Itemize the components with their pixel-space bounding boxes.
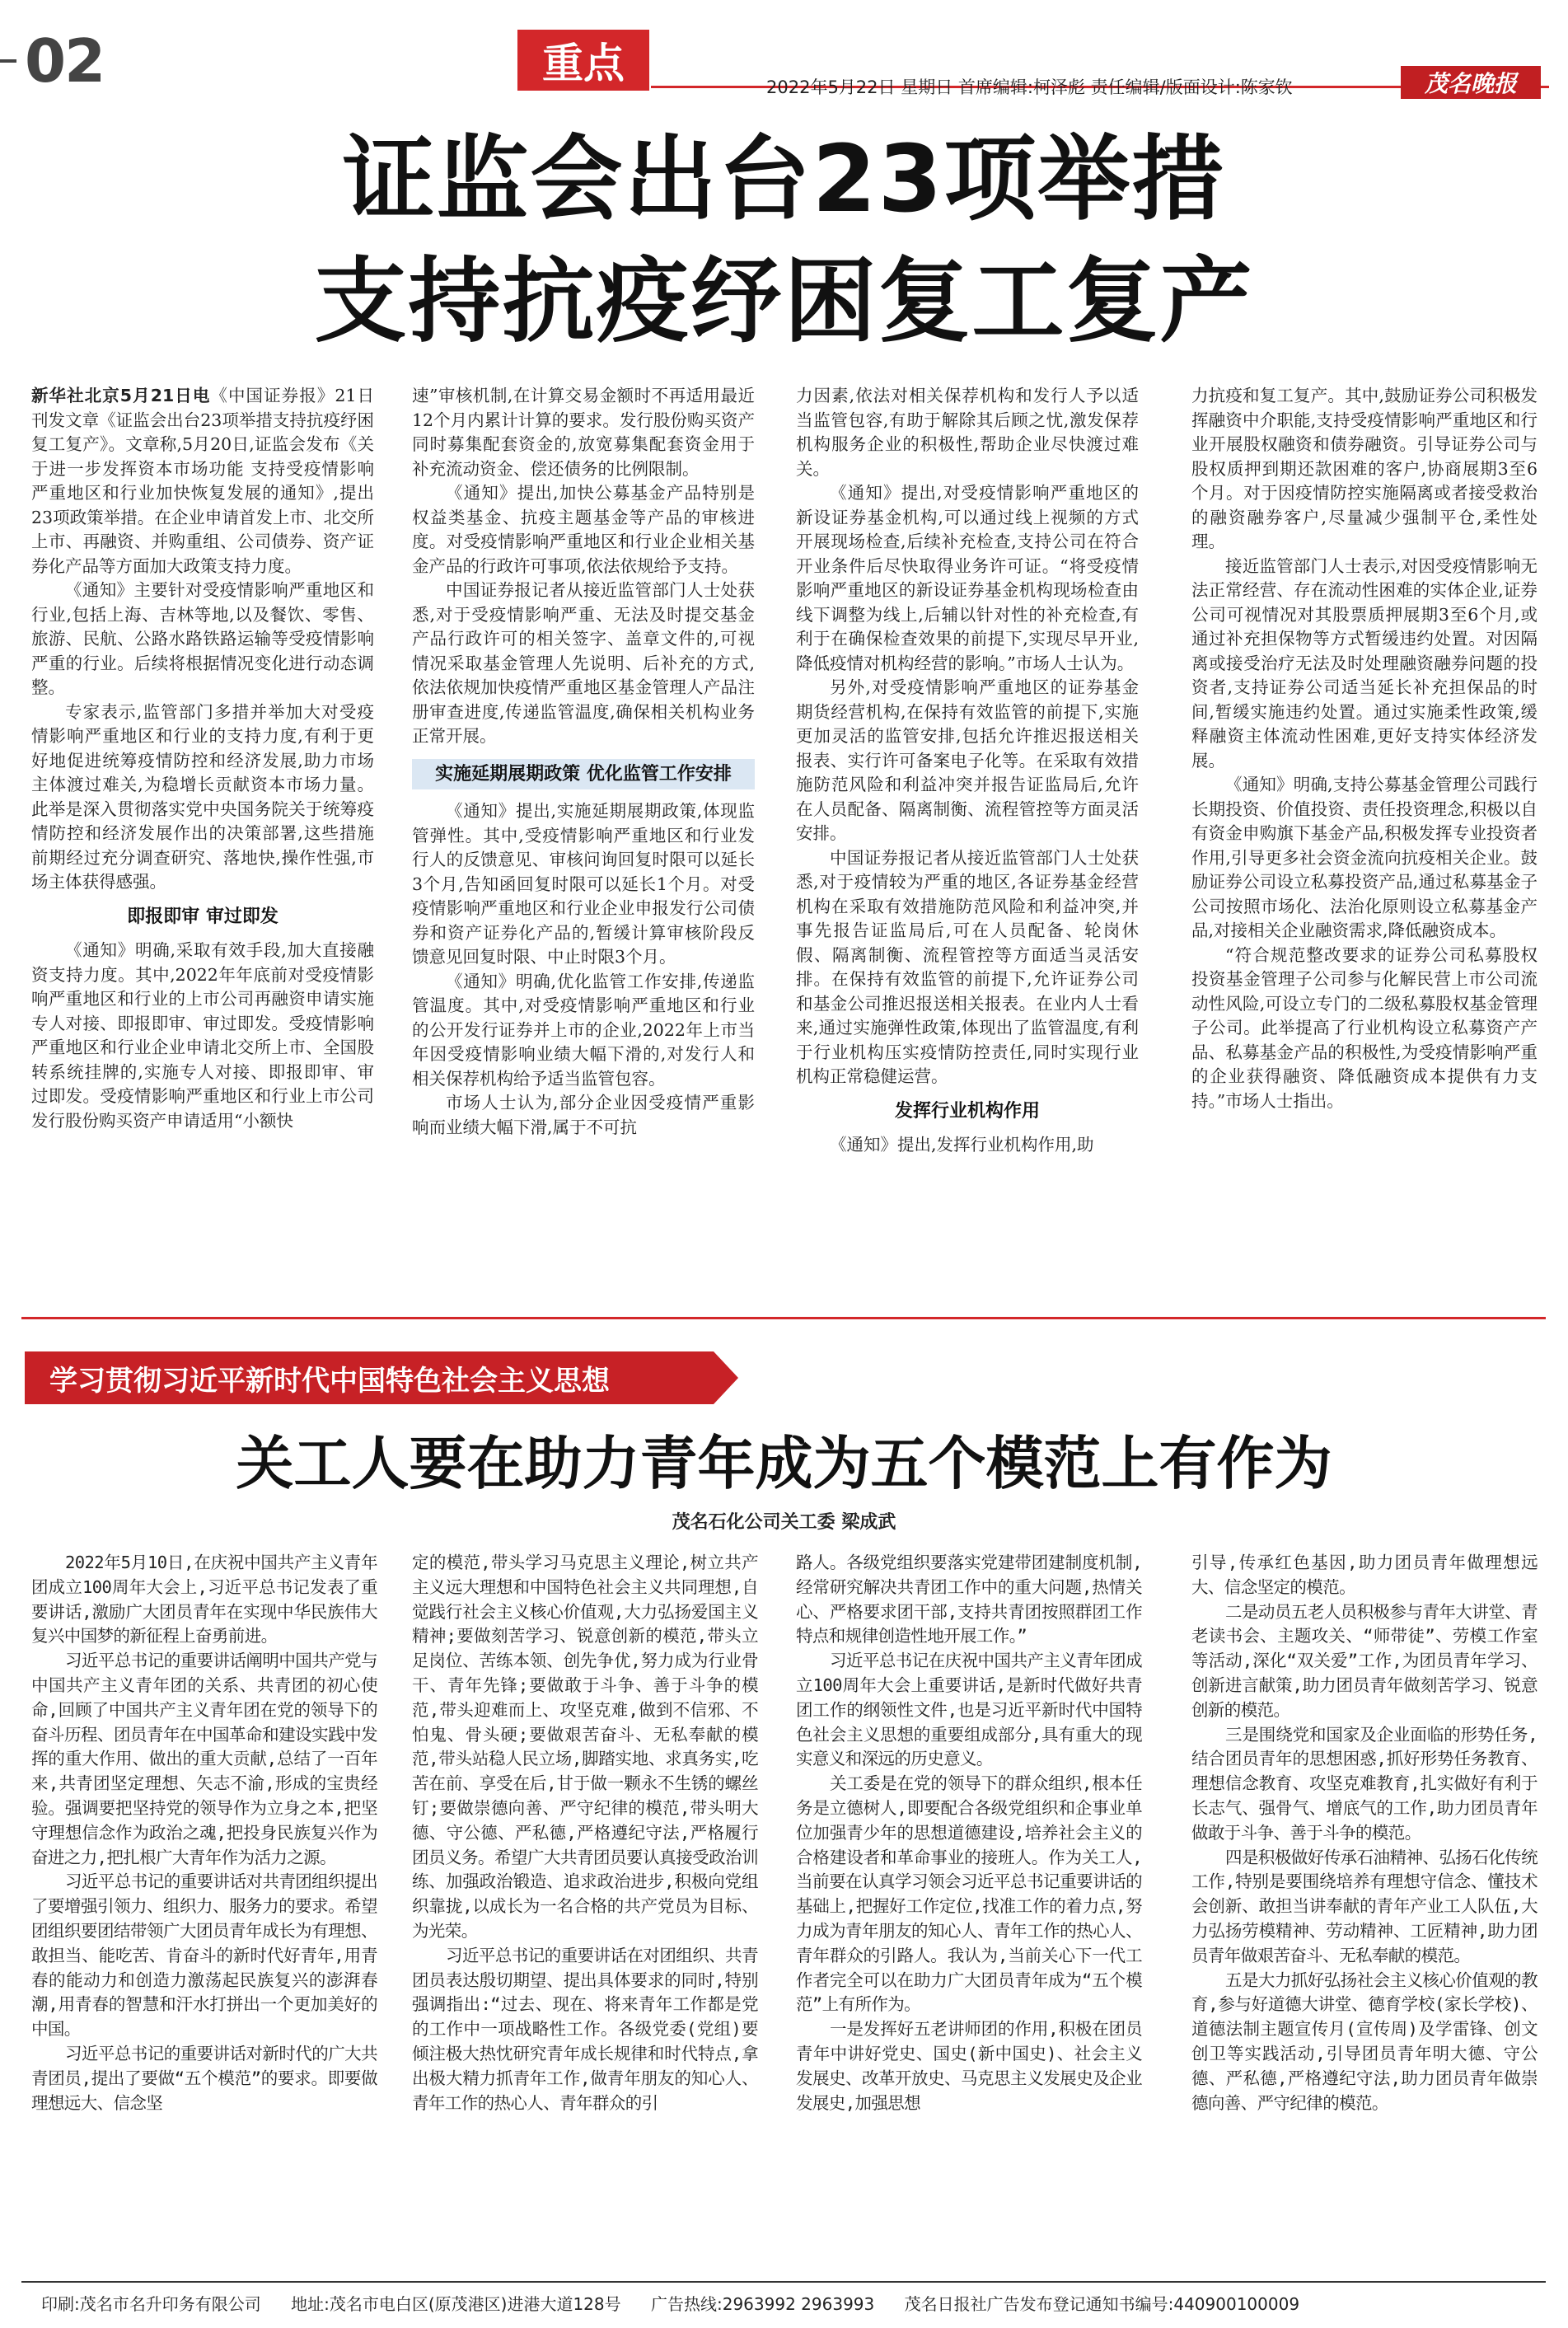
paragraph: 速”审核机制,在计算交易金额时不再适用最近12个月内累计计算的要求。发行股份购买资产同时募集配套资金的,放宽募集配套资金用于补充流动资金、偿还债务的比例限制。: [412, 386, 755, 479]
paragraph: 路人。各级党组织要落实党建带团建制度机制,经常研究解决共青团工作中的重大问题,热情关心、严格要求团干部,支持共青团按照群团工作特点和规律创造性地开展工作。”: [796, 1553, 1142, 1646]
paragraph: 四是积极做好传承石油精神、弘扬石化传统工作,特别是要围绕培养有理想守信念、懂技术会创新、敢担当讲奉献的青年产业工人队伍,大力弘扬劳模精神、劳动精神、工匠精神,助力团员青年做艰苦奋斗、无私奉献的模范。: [1191, 1847, 1538, 1965]
paragraph: 《通知》明确,支持公募基金管理公司践行长期投资、价值投资、责任投资理念,积极以自有资金申购旗下基金产品,积极发挥专业投资者作用,引导更多社会资金流向抗疫相关企业。鼓励证券公司设立私募投资产品,通过私募基金子公司按照市场化、法治化原则设立私募基金产品,对接相关企业融资需求,降低融资成本。: [1191, 775, 1538, 940]
subhead: 实施延期展期政策 优化监管工作安排: [412, 759, 755, 790]
paragraph: 力抗疫和复工复产。其中,鼓励证券公司积极发挥融资中介职能,支持受疫情影响严重地区和行业开展股权融资和债券融资。引导证券公司与股权质押到期还款困难的客户,协商展期3至6个月。对于因疫情防控实施隔离或者接受救治的融资融券客户,尽量减少强制平仓,柔性处理。: [1191, 386, 1538, 551]
article1-column-1: [31, 384, 374, 1133]
paragraph: 引导,传承红色基因,助力团员青年做理想远大、信念坚定的模范。: [1191, 1553, 1538, 1597]
page-number: 02: [25, 26, 105, 96]
paragraph: 习近平总书记的重要讲话在对团组织、共青团员表达殷切期望、提出具体要求的同时,特别强调指出:“过去、现在、将来青年工作都是党的工作中一项战略性工作。各级党委(党组)要倾注极大热忱研究青年成长规律和时代特点,拿出极大精力抓青年工作,做青年朋友的知心人、青年工作的热心人、青年群众的引: [412, 1945, 758, 2113]
paragraph: 关工委是在党的领导下的群众组织,根本任务是立德树人,即要配合各级党组织和企事业单位加强青少年的思想道德建设,培养社会主义的合格建设者和革命事业的接班人。作为关工人,当前要在认真学习领会习近平总书记重要讲话的基础上,把握好工作定位,找准工作的着力点,努力成为青年朋友的知心人、青年工作的热心人、青年群众的引路人。我认为,当前关心下一代工作者完全可以在助力广大团员青年成为“五个模范”上有所作为。: [796, 1773, 1142, 2015]
article1-column-4: [1191, 384, 1538, 1113]
article2-column-3: [796, 1551, 1142, 2115]
section-tag: 重点: [517, 30, 649, 91]
paragraph: 一是发挥好五老讲师团的作用,积极在团员青年中讲好党史、国史(新中国史)、社会主义发展史、改革开放史、马克思主义发展史及企业发展史,加强思想: [796, 2019, 1142, 2113]
paragraph: 2022年5月10日,在庆祝中国共产主义青年团成立100周年大会上,习近平总书记发表了重要讲话,激励广大团员青年在实现中华民族伟大复兴中国梦的新征程上奋勇前进。: [31, 1553, 377, 1646]
paragraph: 《通知》提出,发挥行业机构作用,助: [830, 1135, 1094, 1155]
paragraph: 习近平总书记的重要讲话阐明中国共产党与中国共产主义青年团的关系、共青团的初心使命,回顾了中国共产主义青年团在党的领导下的奋斗历程、团员青年在中国革命和建设实践中发挥的重大作用、做出的重大贡献,总结了一百年来,共青团坚定理想、矢志不渝,形成的宝贵经验。强调要把坚持党的领导作为立身之本,把坚守理想信念作为政治之魂,把投身民族复兴作为奋进之力,把扎根广大青年作为活力之源。: [31, 1651, 377, 1867]
footer-ad-hotline: 广告热线:2963992 2963993: [651, 2294, 875, 2314]
article2-column-4: [1191, 1551, 1538, 2115]
header-info: 2022年5月22日 星期日 首席编辑:柯泽彪 责任编辑/版面设计:陈家钦: [766, 77, 1293, 97]
newspaper-logo: 茂名晚报: [1401, 66, 1541, 99]
section-divider: [21, 1317, 1546, 1319]
article2-column-1: [31, 1551, 377, 2115]
paragraph: 《通知》提出,加快公募基金产品特别是权益类基金、抗疫主题基金等产品的审核进度。对受疫情影响严重地区和行业企业相关基金产品的行政许可事项,依法依规给予支持。: [412, 483, 755, 576]
paragraph: 中国证券报记者从接近监管部门人士处获悉,对于受疫情影响严重、无法及时提交基金产品行政许可的相关签字、盖章文件的,可视情况采取基金管理人先说明、后补充的方式,依法依规加快疫情严重地区基金管理人产品注册审查进度,传递监管温度,确保相关机构业务正常开展。: [412, 580, 755, 746]
paragraph: 另外,对受疫情影响严重地区的证券基金期货经营机构,在保持有效监管的前提下,实施更加灵活的监管安排,包括允许推迟报送相关报表、实行许可备案电子化等。在采取有效措施防范风险和利益冲突并报告证监局后,允许在人员配备、隔离制衡、流程管控等方面灵活安排。: [796, 677, 1139, 843]
paragraph: 定的模范,带头学习马克思主义理论,树立共产主义远大理想和中国特色社会主义共同理想,自觉践行社会主义核心价值观,大力弘扬爱国主义精神;要做刻苦学习、锐意创新的模范,带头立足岗位、苦练本领、创先争优,努力成为行业骨干、青年先锋;要做敢于斗争、善于斗争的模范,带头迎难而上、攻坚克难,做到不信邪、不怕鬼、骨头硬;要做艰苦奋斗、无私奉献的模范,带头站稳人民立场,脚踏实地、求真务实,吃苦在前、享受在后,甘于做一颗永不生锈的螺丝钉;要做崇德向善、严守纪律的模范,带头明大德、守公德、严私德,严格遵纪守法,严格履行团员义务。希望广大共青团员要认真接受政治训练、加强政治锻造、追求政治进步,积极向党组织靠拢,以成长为一名合格的共产党员为目标、为光荣。: [412, 1553, 758, 1941]
dateline: 新华社北京5月21日电: [31, 386, 211, 405]
paragraph: 五是大力抓好弘扬社会主义核心价值观的教育,参与好道德大讲堂、德育学校(家长学校)、道德法制主题宣传月(宣传周)及学雷锋、创文创卫等实践活动,引导团员青年明大德、守公德、严私德,严格遵纪守法,助力团员青年做崇德向善、严守纪律的模范。: [1191, 1970, 1538, 2113]
subhead: 发挥行业机构作用: [894, 1100, 1040, 1122]
article2-title: 关工人要在助力青年成为五个模范上有作为: [236, 1430, 1332, 1497]
paragraph: 二是动员五老人员积极参与青年大讲堂、青老读书会、主题攻关、“师带徒”、劳模工作室等活动,深化“双关爱”工作,为团员青年学习、创新进言献策,助力团员青年做刻苦学习、锐意创新的模范。: [1191, 1601, 1538, 1720]
paragraph: 习近平总书记在庆祝中国共产主义青年团成立100周年大会上重要讲话,是新时代做好共青团工作的纲领性文件,也是习近平新时代中国特色社会主义思想的重要组成部分,具有重大的现实意义和深远的历史意义。: [796, 1651, 1142, 1769]
paragraph: 专家表示,监管部门多措并举加大对受疫情影响严重地区和行业的支持力度,有利于更好地促进统筹疫情防控和经济发展,助力市场主体渡过难关,为稳增长贡献资本市场力量。此举是深入贯彻落实党中央国务院关于统筹疫情防控和经济发展作出的决策部署,这些措施前期经过充分调查研究、落地快,操作性强,市场主体获得感强。: [31, 701, 374, 892]
paragraph: 《通知》主要针对受疫情影响严重地区和行业,包括上海、吉林等地,以及餐饮、零售、旅游、民航、公路水路铁路运输等受疫情影响严重的行业。后续将根据情况变化进行动态调整。: [31, 580, 374, 697]
article1-column-3: [796, 384, 1139, 1158]
paragraph: “符合规范整改要求的证券公司私募股权投资基金管理子公司参与化解民营上市公司流动性风险,可设立专门的二级私募股权基金管理子公司。此举提高了行业机构设立私募资产产品、私募基金产品的积极性,为受疫情影响严重的企业获得融资、降低融资成本提供有力支持。”市场人士指出。: [1191, 944, 1538, 1111]
lead-text: 《中国证券报》21日刊发文章《证监会出台23项举措支持抗疫纾困复工复产》。文章称,5月20日,证监会发布《关于进一步发挥资本市场功能 支持受疫情影响严重地区和行业加快恢复发展的通知》,提出23项政策举措。在企业申请首发上市、北交所上市、再融资、并购重组、公司债券、资产证券化产品等方面加大政策支持力度。: [31, 386, 374, 576]
article1-column-2: [412, 384, 755, 1140]
article2-column-2: [412, 1551, 758, 2115]
paragraph: 中国证券报记者从接近监管部门人士处获悉,对于疫情较为严重的地区,各证券基金经营机构在采取有效措施防范风险和利益冲突,并事先报告证监局后,可在人员配备、轮岗休假、隔离制衡、流程管控等方面适当灵活安排。在保持有效监管的前提下,允许证券公司和基金公司推迟报送相关报表。在业内人士看来,通过实施弹性政策,体现出了监管温度,有利于行业机构压实疫情防控责任,同时实现行业机构正常稳健运营。: [796, 847, 1139, 1086]
paragraph: 《通知》明确,优化监管工作安排,传递监管温度。其中,对受疫情影响严重地区和行业的公开发行证券并上市的企业,2022年上市当年因受疫情影响业绩大幅下滑的,对发行人和相关保荐机构给予适当监管包容。: [412, 971, 755, 1089]
paragraph: 《通知》提出,对受疫情影响严重地区的新设证券基金机构,可以通过线上视频的方式开展现场检查,后续补充检查,支持公司在符合开业条件后尽快取得业务许可证。“将受疫情影响严重地区的新设证券基金机构现场检查由线下调整为线上,后辅以针对性的补充检查,有利于在确保检查效果的前提下,实现尽早开业,降低疫情对机构经营的影响。”市场人士认为。: [796, 483, 1139, 673]
paragraph: 《通知》提出,实施延期展期政策,体现监管弹性。其中,受疫情影响严重地区和行业发行人的反馈意见、审核问询回复时限可以延长3个月,告知函回复时限可以延长1个月。对受疫情影响严重地区和行业企业申报发行公司债券和资产证券化产品的,暂缓计算审核阶段反馈意见回复时限、中止时限3个月。: [412, 801, 755, 967]
footer-printer: 印刷:茂名市名升印务有限公司: [41, 2294, 261, 2314]
footer: [41, 2291, 1541, 2315]
paragraph: 习近平总书记的重要讲话对新时代的广大共青团员,提出了要做“五个模范”的要求。即要做理想远大、信念坚: [31, 2043, 377, 2113]
paragraph: 力因素,依法对相关保荐机构和发行人予以适当监管包容,有助于解除其后顾之忧,激发保荐机构服务企业的积极性,帮助企业尽快渡过难关。: [796, 386, 1139, 479]
paragraph: 接近监管部门人士表示,对因受疫情影响无法正常经营、存在流动性困难的实体企业,证券公司可视情况对其股票质押展期3至6个月,或通过补充担保物等方式暂缓违约处置。对因隔离或接受治疗无法及时处理融资融券问题的投资者,支持证券公司适当延长补充担保品的时间,暂缓实施违约处置。通过实施柔性政策,缓释融资主体流动性困难,更好支持实体经济发展。: [1191, 555, 1538, 771]
footer-license: 茂名日报社广告发布登记通知书编号:440900100009: [904, 2294, 1300, 2314]
paragraph: 三是围绕党和国家及企业面临的形势任务,结合团员青年的思想困惑,抓好形势任务教育、理想信念教育、攻坚克难教育,扎实做好有利于长志气、强骨气、增底气的工作,助力团员青年做敢于斗争、善于斗争的模范。: [1191, 1724, 1538, 1843]
paragraph: 习近平总书记的重要讲话对共青团组织提出了要增强引领力、组织力、服务力的要求。希望团组织要团结带领广大团员青年成长为有理想、敢担当、能吃苦、肯奋斗的新时代好青年,用青春的能动力和创造力激荡起民族复兴的澎湃春潮,用青春的智慧和汗水打拼出一个更加美好的中国。: [31, 1871, 377, 2040]
topic-banner: 学习贯彻习近平新时代中国特色社会主义思想: [25, 1351, 714, 1404]
paragraph: 市场人士认为,部分企业因受疫情严重影响而业绩大幅下滑,属于不可抗: [412, 1093, 755, 1137]
footer-address: 地址:茂名市电白区(原茂港区)进港大道128号: [291, 2294, 621, 2314]
footer-rule: [21, 2281, 1546, 2283]
byline: 茂名石化公司关工委 梁成武: [672, 1512, 896, 1533]
paragraph: 《通知》明确,采取有效手段,加大直接融资支持力度。其中,2022年年底前对受疫情影响严重地区和行业的上市公司再融资申请实施专人对接、即报即审、审过即发。受疫情影响严重地区和行业企业申请北交所上市、全国股转系统挂牌的,实施专人对接、即报即审、审过即发。受疫情影响严重地区和行业上市公司发行股份购买资产申请适用“小额快: [31, 940, 374, 1131]
subhead: 即报即审 审过即发: [127, 906, 278, 927]
headline-line-1: 证监会出台23项举措: [342, 126, 1226, 233]
headline-line-2: 支持抗疫纾困复工复产: [314, 248, 1254, 355]
